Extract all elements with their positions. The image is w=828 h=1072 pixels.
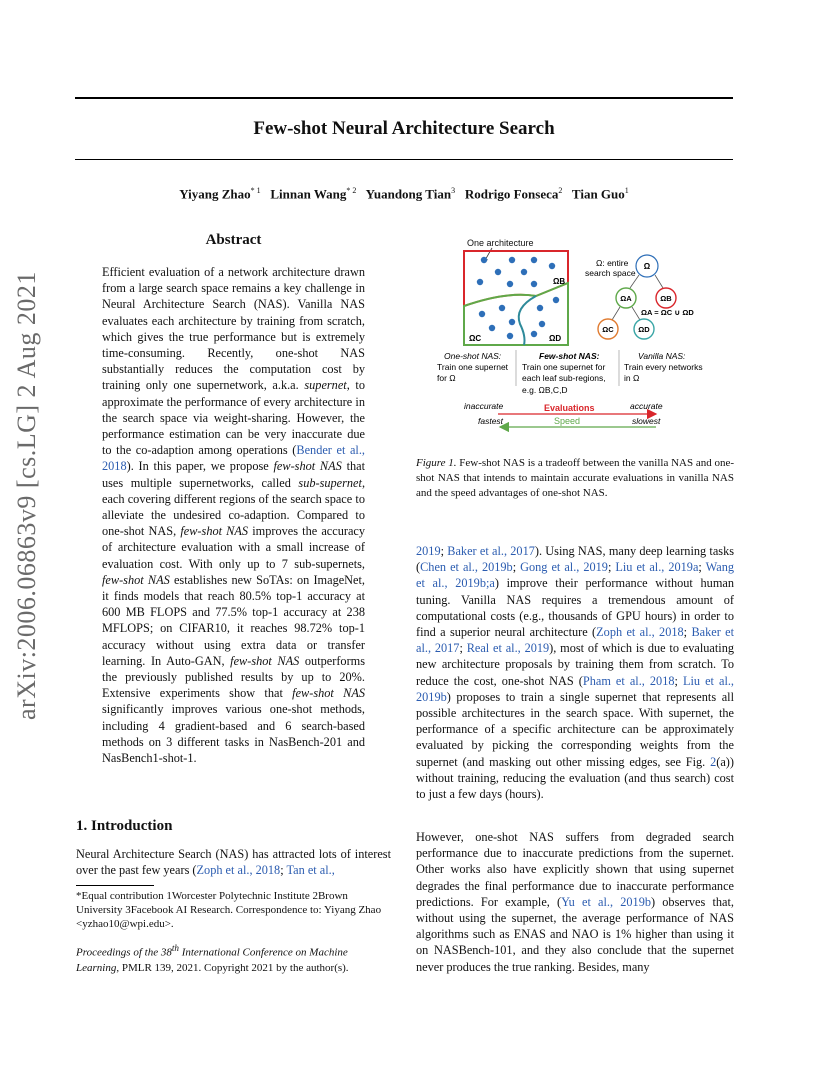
tree-edge — [655, 275, 663, 288]
citation-link[interactable]: Baker et al., 2017 — [447, 544, 535, 558]
tree-node-label: ΩC — [602, 325, 614, 334]
citation-link[interactable]: Zoph et al., 2018 — [596, 625, 684, 640]
author-name: Tian Guo — [571, 186, 625, 202]
author-affil: * 1 — [250, 186, 261, 195]
body-text: ; — [440, 544, 445, 558]
abstract-em: supernet — [304, 378, 347, 393]
body-text: ; — [512, 560, 517, 575]
abstract-em: sub-supernet — [298, 475, 362, 490]
figure-caption — [416, 456, 734, 501]
citation-link[interactable]: Real et al., 2019 — [466, 641, 550, 656]
arch-dot — [477, 279, 483, 285]
proceedings-text: International Conference on Machine Learning — [76, 946, 348, 974]
region-cd-split — [519, 296, 536, 345]
proceedings-text: Proceedings of the 38 — [76, 946, 172, 959]
tree-node-label: Ω — [643, 262, 651, 271]
one-shot-title: One-shot NAS: — [444, 351, 502, 361]
abstract-text: improves the accuracy of architecture evaluation with a small increase of evaluation cost. With only up to 7 sub-supernets, — [102, 524, 366, 571]
abstract-text: , each covering different regions of the search space to alleviate the undesired co-adaption. Compared to one-shot NAS, — [102, 475, 366, 539]
region-label-c: ΩC — [469, 334, 482, 343]
abstract-text: Efficient evaluation of a network architecture drawn from a large search space remains a key challenge in Neural Architecture Search (NAS). Vanilla NAS evaluates each architecture by training from scratch, which gives the true performance but is extremely time-consuming. Recently, one-shot NAS substantially reduces the computation cost by training only one supernetwork, a.k.a. — [102, 265, 365, 393]
abstract-text: ). In this paper, we propose — [126, 459, 269, 474]
arch-dot — [531, 331, 537, 337]
intro-text: Neural Architecture Search (NAS) has attracted lots of interest over the past few years ( — [76, 847, 391, 878]
right-column-paragraph-1 — [416, 543, 734, 802]
author-name: Yiyang Zhao — [179, 186, 251, 202]
speed-label: Speed — [554, 416, 581, 426]
proceedings-note — [76, 941, 391, 976]
author-name: Linnan Wang — [270, 186, 347, 202]
vanilla-title: Vanilla NAS: — [638, 351, 686, 361]
title-bottom-rule — [75, 159, 733, 160]
author-affil: * 2 — [346, 186, 357, 195]
paper-title: Few-shot Neural Architecture Search — [253, 118, 555, 139]
author-name: Yuandong Tian — [365, 186, 452, 202]
caption-label: Figure 1. — [416, 457, 457, 469]
body-text: ) observes that, without using the supernet, the average performance of NAS algorithms such as ENAS and NAO is 1% higher than using it on NASBench-101, and they also conclude that the supernet never produces the true ranking. Besides, many — [416, 894, 734, 974]
arch-dot — [507, 281, 513, 287]
one-shot-desc: for Ω — [437, 373, 456, 383]
arch-dot — [521, 269, 527, 275]
abstract-em: few-shot NAS — [180, 524, 249, 539]
few-shot-desc: Train one supernet for — [522, 362, 606, 372]
abstract-em: few-shot NAS — [102, 572, 170, 587]
body-text: ) improve their performance without human tuning. Vanilla NAS requires a tremendous amount of computational costs (e.g., thousands of GPU hours) in order to find a superior neural architecture ( — [416, 576, 734, 640]
citation-link[interactable]: Chen et al., 2019b — [420, 560, 513, 575]
figure-1-diagram — [412, 236, 742, 436]
accurate-label: accurate — [630, 401, 663, 411]
right-column-paragraph-2 — [416, 829, 734, 975]
arch-dot — [553, 297, 559, 303]
citation-link[interactable]: Gong et al., 2019 — [520, 560, 608, 575]
body-text: ; — [674, 673, 678, 688]
author-affil: 1 — [624, 186, 629, 195]
arch-dot — [537, 305, 543, 311]
slowest-label: slowest — [632, 416, 661, 426]
arch-dot — [489, 325, 495, 331]
body-text: However, one-shot NAS suffers from degraded search performance due to inaccurate predictions from the supernet. Other works also have explicitly shown that using supernet degrades the final performance due to inaccurate performance predictions. For example, ( — [416, 830, 734, 909]
citation-link[interactable]: Yu et al., 2019b — [561, 894, 651, 909]
section-heading-introduction: 1. Introduction — [76, 818, 173, 834]
citation-link[interactable]: 2019 — [416, 544, 441, 558]
vanilla-desc: in Ω — [624, 373, 640, 383]
region-label-b: ΩB — [553, 277, 566, 286]
citation-link[interactable]: Zoph et al., 2018 — [196, 863, 281, 878]
citation-link[interactable]: Pham et al., 2018 — [582, 673, 675, 688]
citation-link[interactable]: Baker et al., 2017 — [416, 625, 735, 656]
union-formula: ΩA = ΩC ∪ ΩD — [641, 308, 694, 317]
arch-dot — [531, 257, 537, 263]
body-text: ; — [459, 641, 463, 656]
abstract-body — [102, 264, 365, 766]
author-affil: 3 — [451, 186, 456, 195]
citation-link[interactable]: Tan et al., — [286, 863, 335, 878]
arch-dot — [539, 321, 545, 327]
body-text: ), most of which is due to evaluating new architecture proposals by training them from scratch. To reduce the cost, one-shot NAS ( — [416, 641, 735, 688]
few-shot-title: Few-shot NAS: — [539, 351, 600, 361]
abstract-em: few-shot NAS — [273, 459, 342, 474]
citation-link[interactable]: Bender et al., 2018 — [102, 443, 365, 474]
vanilla-desc: Train every networks — [624, 362, 703, 372]
body-text: ; — [607, 560, 612, 575]
arch-dot — [481, 257, 487, 263]
abstract-text: , to approximate the performance of every architecture in the search space via weight-sharing. However, the performance estimation can be very inaccurate due to the co-adaption among operations ( — [102, 378, 365, 458]
body-text: ) proposes to train a single supernet that represents all possible architectures in the search space. With supernet, the performance of a specific architecture can be approximately evaluated by picking the corresponding weights from the supernet (and masking out other missing edges, see Fig. — [416, 689, 734, 769]
abstract-text: that uses multiple supernetworks, called — [102, 459, 366, 490]
fastest-label: fastest — [478, 416, 504, 426]
omega-description: search space — [585, 268, 636, 278]
arch-dot — [479, 311, 485, 317]
figure-top-label: One architecture — [467, 238, 534, 248]
arch-dot — [509, 257, 515, 263]
intro-text: ; — [280, 863, 284, 878]
author-list — [75, 186, 733, 202]
body-text: (a)) without training, reducing the evaluation (and thus search) cost to just a few days (hours). — [416, 754, 734, 802]
evaluations-label: Evaluations — [544, 403, 595, 413]
proceedings-text: , PMLR 139, 2021. Copyright 2021 by the author(s). — [116, 961, 349, 974]
abstract-em: few-shot NAS — [230, 653, 300, 668]
inaccurate-label: inaccurate — [464, 401, 504, 411]
arch-dot — [509, 319, 515, 325]
figure-1 — [412, 236, 742, 436]
abstract-text: significantly improves various one-shot methods, including 4 gradient-based and 6 search-based methods on 3 different tasks in NasBench-201 and NasBench1-shot-1. — [102, 702, 365, 766]
citation-link[interactable]: Liu et al., 2019a — [615, 560, 699, 575]
body-text: ; — [698, 560, 702, 575]
author-affil: 2 — [558, 186, 563, 195]
arch-dot — [531, 281, 537, 287]
tree-node-label: ΩD — [638, 325, 650, 334]
arxiv-identifier[interactable]: arXiv:2006.06863v9 [cs.LG] 2 Aug 2021 — [12, 271, 41, 720]
omega-description: Ω: entire — [596, 258, 629, 268]
one-shot-desc: Train one supernet — [437, 362, 509, 372]
introduction-body — [76, 846, 391, 878]
tree-node-label: ΩB — [660, 294, 672, 303]
body-text: ; — [683, 625, 688, 640]
citation-link[interactable]: Liu et al., 2019b — [416, 673, 735, 704]
arch-dot — [495, 269, 501, 275]
tree-edge — [632, 307, 640, 320]
tree-node-label: ΩA — [620, 294, 632, 303]
arch-dot — [499, 305, 505, 311]
few-shot-desc: each leaf sub-regions, — [522, 373, 606, 383]
region-label-d: ΩD — [549, 334, 562, 343]
footnote-rule — [76, 885, 154, 886]
author-name: Rodrigo Fonseca — [464, 186, 559, 202]
title-top-rule — [75, 97, 733, 99]
arch-dot — [507, 333, 513, 339]
abstract-text: establishes new SoTAs: on ImageNet, it finds models that reach 80.5% top-1 accuracy at 600 MB FLOPS and 77.5% top-1 accuracy at 238 MFLOPS; on CIFAR10, it reaches 98.72% top-1 accuracy without using extra data or transfer learning. In Auto-GAN, — [102, 572, 366, 668]
citation-link[interactable]: Wang et al., 2019b;a — [416, 560, 734, 591]
proceedings-sup: th — [171, 943, 179, 953]
few-shot-desc: e.g. ΩB,C,D — [522, 385, 568, 395]
abstract-em: few-shot NAS — [292, 686, 365, 701]
caption-text: Few-shot NAS is a tradeoff between the vanilla NAS and one-shot NAS that intends to maintain accurate evaluations in vanilla NAS and the speed advantages of one-shot NAS. — [416, 457, 735, 499]
body-text: ). Using NAS, many deep learning tasks ( — [416, 544, 734, 575]
citation-link[interactable]: 2 — [710, 754, 717, 769]
abstract-heading: Abstract — [205, 232, 262, 248]
arch-dot — [549, 263, 555, 269]
tree-edge — [612, 307, 620, 320]
abstract-text: outperforms the previously published results by up to 20%. Extensive experiments show that — [102, 653, 366, 701]
footnote: *Equal contribution 1Worcester Polytechnic Institute 2Brown University 3Facebook AI Research. Correspondence to: Yiyang Zhao <yzhao10@wpi.edu>. — [76, 890, 382, 930]
